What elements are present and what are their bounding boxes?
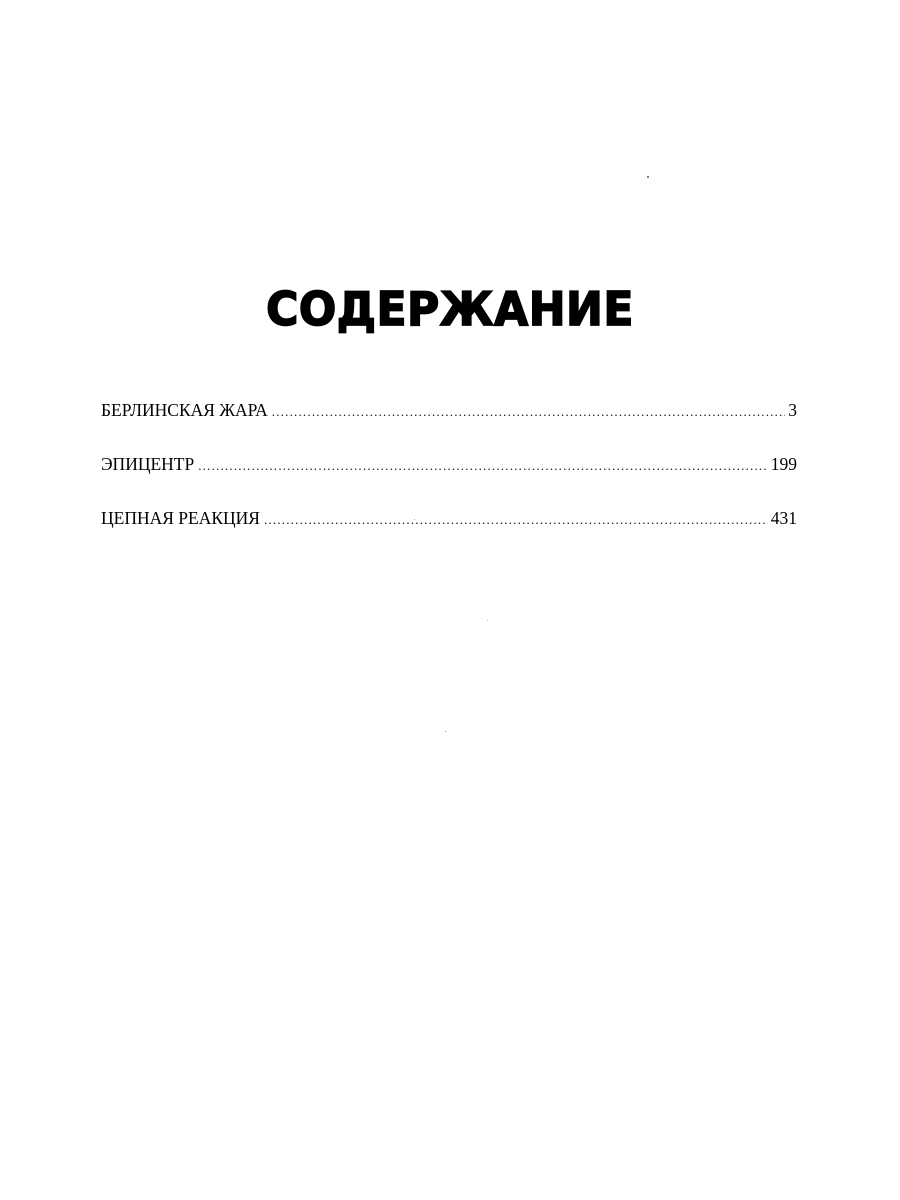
toc-page-number: 199 xyxy=(770,454,797,474)
toc-dot-leader xyxy=(264,508,768,532)
toc-dot-leader xyxy=(272,400,785,424)
toc-entry-epicenter xyxy=(101,452,797,506)
scan-speck xyxy=(487,620,488,621)
toc-dot-leader xyxy=(198,454,768,478)
toc-entry-berlin-heat xyxy=(101,398,797,452)
table-of-contents xyxy=(101,398,797,560)
toc-page-number: 431 xyxy=(770,508,797,528)
toc-page-number: 3 xyxy=(788,400,797,420)
toc-entry-title: ЦЕПНАЯ РЕАКЦИЯ xyxy=(101,508,260,528)
page-title: СОДЕРЖАНИЕ xyxy=(266,283,634,337)
toc-entry-title: ЭПИЦЕНТР xyxy=(101,454,195,474)
toc-entry-chain-reaction xyxy=(101,506,797,560)
scan-speck xyxy=(445,731,446,732)
scan-speck xyxy=(647,176,649,178)
toc-entry-title: БЕРЛИНСКАЯ ЖАРА xyxy=(101,400,268,420)
scan-speck xyxy=(414,519,415,520)
